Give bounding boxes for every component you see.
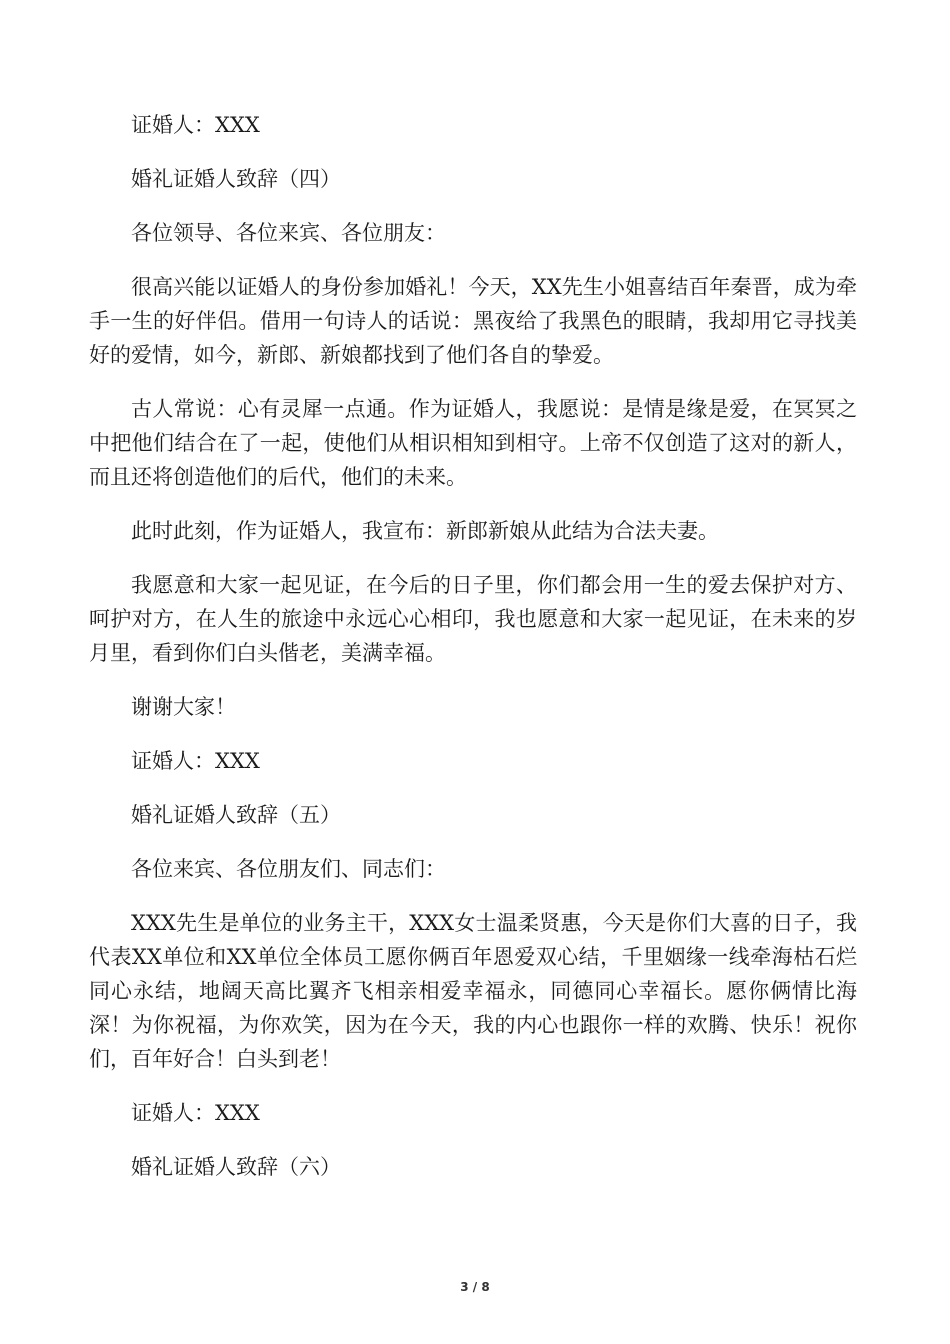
witness-signature: 证婚人：XXX bbox=[131, 749, 260, 773]
body-paragraph: 很高兴能以证婚人的身份参加婚礼！今天，XX先生小姐喜结百年秦晋，成为牵手一生的好伴侣。借用一句诗人的话说：黑夜给了我黑色的眼睛，我却用它寻找美好的爱情，如今，新郎、新娘都找到了他们各自的挚爱。 bbox=[89, 275, 857, 367]
witness-signature: 证婚人：XXX bbox=[131, 113, 260, 137]
body-paragraph: 古人常说：心有灵犀一点通。作为证婚人，我愿说：是情是缘是爱，在冥冥之中把他们结合在了一起，使他们从相识相知到相守。上帝不仅创造了这对的新人，而且还将创造他们的后代，他们的未来。 bbox=[89, 397, 857, 489]
section-heading-4: 婚礼证婚人致辞（四） bbox=[131, 167, 341, 191]
body-paragraph: 此时此刻，作为证婚人，我宣布：新郎新娘从此结为合法夫妻。 bbox=[131, 519, 719, 543]
salutation: 各位领导、各位来宾、各位朋友： bbox=[131, 221, 446, 245]
page-number: 3 / 8 bbox=[460, 1280, 490, 1294]
body-paragraph: 我愿意和大家一起见证，在今后的日子里，你们都会用一生的爱去保护对方、呵护对方，在人生的旅途中永远心心相印，我也愿意和大家一起见证，在未来的岁月里，看到你们白头偕老，美满幸福。 bbox=[89, 573, 857, 665]
section-heading-6: 婚礼证婚人致辞（六） bbox=[131, 1155, 341, 1179]
closing-thanks: 谢谢大家！ bbox=[131, 695, 236, 719]
salutation: 各位来宾、各位朋友们、同志们： bbox=[131, 857, 446, 881]
body-paragraph: XXX先生是单位的业务主干，XXX女士温柔贤惠，今天是你们大喜的日子，我代表XX单位和XX单位全体员工愿你俩百年恩爱双心结，千里姻缘一线牵海枯石烂同心永结，地阔天高比翼齐飞相亲相爱幸福永，同德同心幸福长。愿你俩情比海深！为你祝福，为你欢笑，因为在今天，我的内心也跟你一样的欢腾、快乐！祝你们，百年好合！白头到老！ bbox=[89, 911, 857, 1071]
witness-signature: 证婚人：XXX bbox=[131, 1101, 260, 1125]
section-heading-5: 婚礼证婚人致辞（五） bbox=[131, 803, 341, 827]
document-body bbox=[89, 108, 857, 1204]
